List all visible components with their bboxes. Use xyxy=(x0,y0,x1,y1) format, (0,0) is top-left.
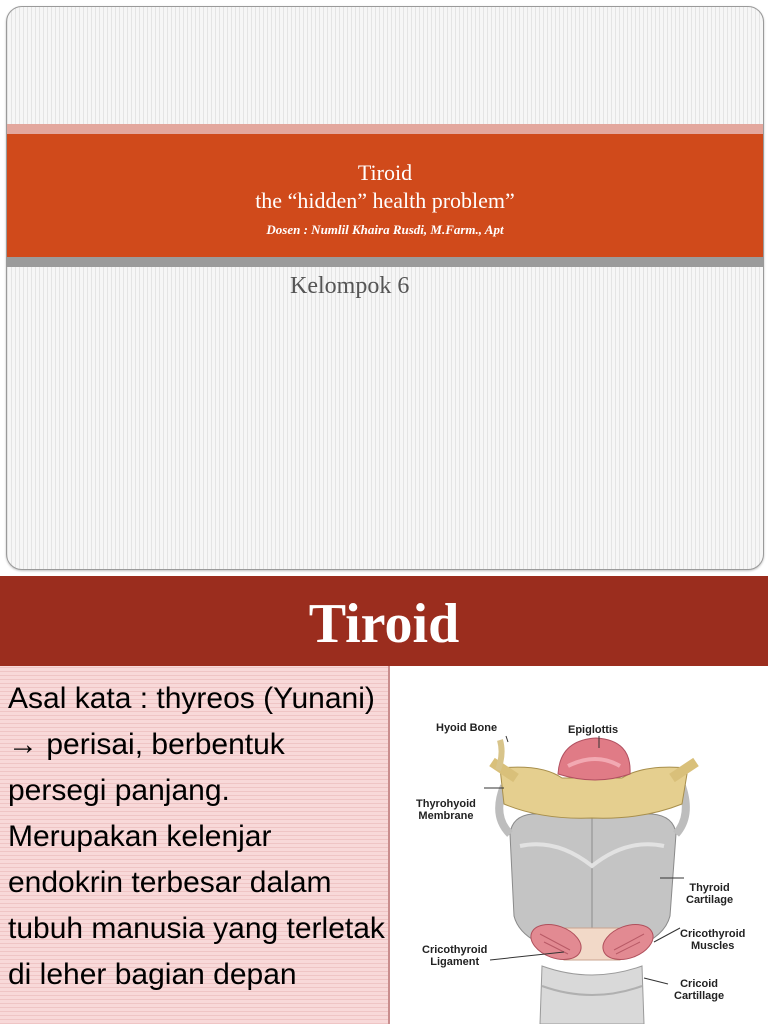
label-thyrohyoid-line1: Thyrohyoid xyxy=(416,798,476,810)
label-hyoid-bone xyxy=(436,722,497,734)
larynx-illustration xyxy=(392,666,768,1024)
slide-heading: Tiroid xyxy=(308,593,460,655)
slide-subtitle: the “hidden” health problem” xyxy=(255,188,515,213)
group-name: Kelompok 6 xyxy=(290,273,410,299)
label-cricothyroid-ligament xyxy=(422,944,487,968)
label-thyroid-line2: Cartilage xyxy=(686,894,734,906)
label-cricothyroid-lig-line2: Ligament xyxy=(430,956,480,968)
lecturer-name: Dosen : Numlil Khaira Rusdi, M.Farm., Apt xyxy=(266,222,504,237)
label-thyroid-line1: Thyroid xyxy=(689,882,730,894)
label-cricoid-line2: Cartillage xyxy=(674,990,725,1002)
text-box xyxy=(0,666,390,1024)
label-cricoid-line1: Cricoid xyxy=(680,978,719,990)
content-slide xyxy=(0,576,768,1024)
label-thyroid-cartilage xyxy=(686,882,733,906)
larynx-diagram xyxy=(392,666,768,1024)
label-cricoid-cartilage xyxy=(674,978,724,1002)
body-text: Asal kata : thyreos (Yunani) → perisai, berbentuk persegi panjang. Merupakan kelenjar endokrin terbesar dalam tubuh manusia yang terletak di leher bagian depan xyxy=(8,682,385,991)
label-thyrohyoid-line2: Membrane xyxy=(418,810,474,822)
label-epiglottis xyxy=(568,724,618,736)
label-cricothyroid-muscles xyxy=(680,928,745,952)
accent-line-gray xyxy=(7,257,763,267)
slide-title: Tiroid xyxy=(357,160,413,185)
accent-line-pink xyxy=(7,124,763,134)
label-cricothyroid-mus-line1: Cricothyroid xyxy=(680,928,746,940)
label-cricothyroid-mus-line2: Muscles xyxy=(690,940,735,952)
label-hyoid-bone-text: Hyoid Bone xyxy=(436,722,498,734)
title-slide xyxy=(6,6,764,570)
label-cricothyroid-lig-line1: Cricothyroid xyxy=(422,944,488,956)
slide-header xyxy=(0,576,768,666)
title-banner xyxy=(7,134,763,257)
label-thyrohyoid-membrane xyxy=(416,798,476,822)
label-epiglottis-text: Epiglottis xyxy=(568,724,619,736)
